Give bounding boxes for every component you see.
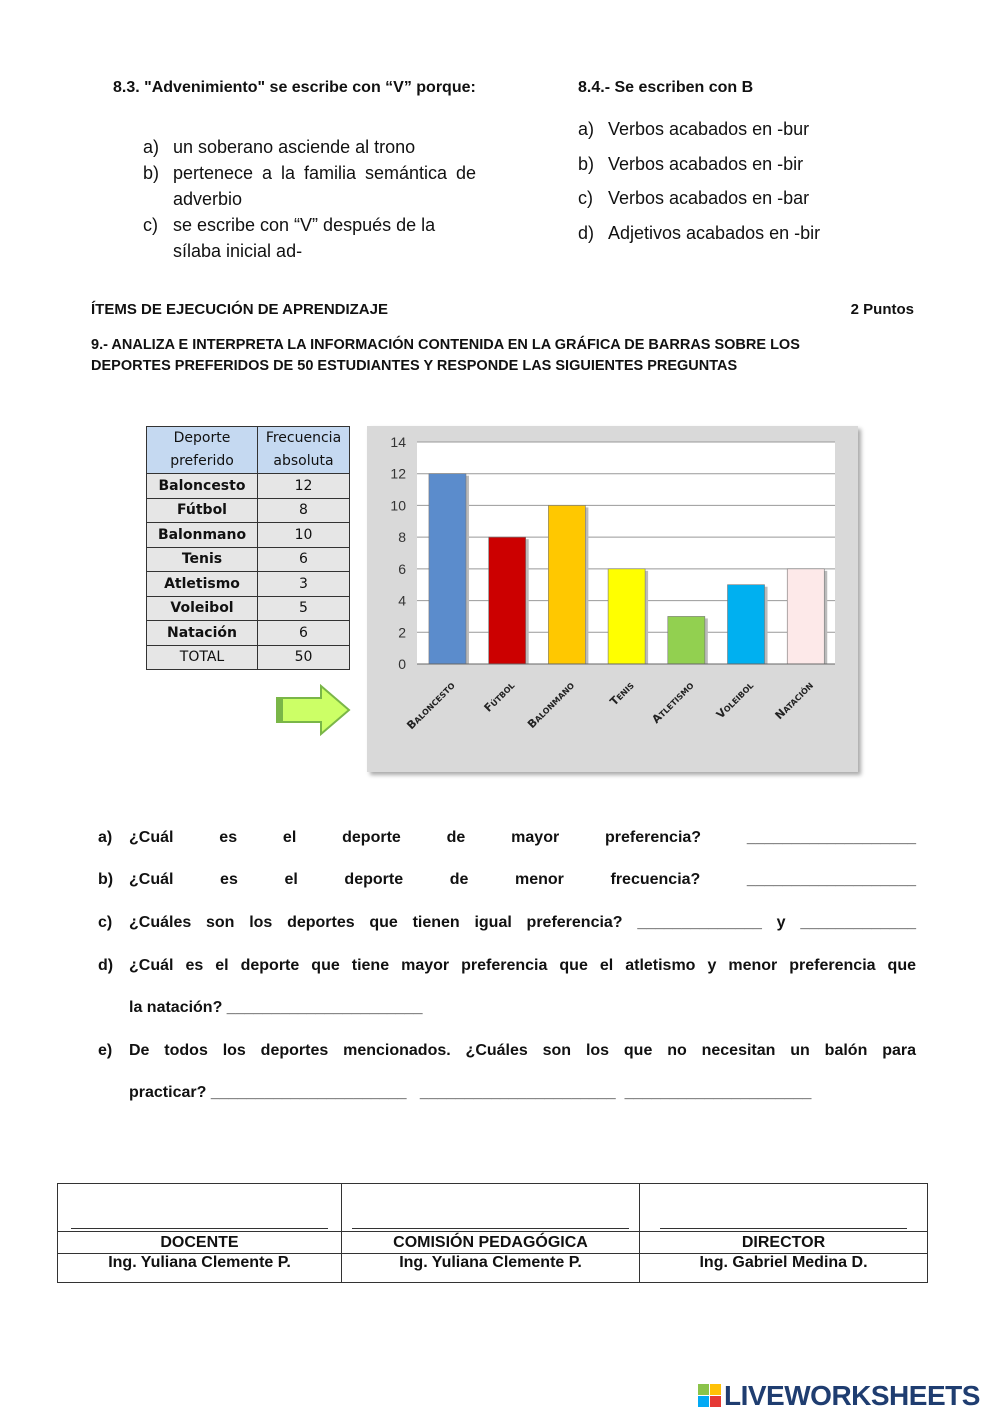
- y-tick-label: 0: [398, 656, 406, 672]
- table-row: [147, 498, 350, 523]
- bar-tenis: [608, 569, 645, 664]
- total-value: 50: [258, 645, 350, 670]
- signature-line[interactable]: [640, 1184, 928, 1232]
- signature-line[interactable]: [342, 1184, 640, 1232]
- option[interactable]: [143, 134, 476, 160]
- question-8-3-options: [143, 134, 476, 264]
- question-item: [98, 871, 916, 889]
- x-tick-label: Voleibol: [713, 678, 757, 722]
- signature-name: Ing. Yuliana Clemente P.: [58, 1254, 342, 1283]
- y-tick-label: 6: [398, 560, 406, 577]
- option-letter: b): [578, 153, 595, 174]
- y-tick-label: 8: [398, 529, 406, 546]
- instruction-line: 9.- ANALIZA E INTERPRETA LA INFORMACIÓN CONTENIDA EN LA GRÁFICA DE BARRAS SOBRE LOS: [91, 337, 800, 353]
- x-tick-label: Balonmano: [524, 678, 578, 731]
- signature-name: Ing. Gabriel Medina D.: [640, 1254, 928, 1283]
- y-tick-label: 10: [390, 497, 406, 514]
- header-sport: Deporte preferido: [147, 427, 258, 474]
- question-8-3-title: 8.3. "Advenimiento" se escribe con “V” porque:: [113, 79, 476, 96]
- bar-baloncesto: [429, 474, 466, 664]
- signature-role: COMISIÓN PEDAGÓGICA: [342, 1232, 640, 1254]
- frequency-cell: 12: [258, 474, 350, 499]
- header-frequency: Frecuencia absoluta: [258, 427, 350, 474]
- option-letter: c): [578, 188, 593, 208]
- question-9-instructions: [91, 335, 800, 377]
- option[interactable]: [578, 216, 878, 251]
- frequency-cell: 5: [258, 596, 350, 621]
- option-letter: a): [143, 137, 160, 157]
- option-text: Verbos acabados en -bur: [608, 119, 810, 139]
- question-item: [98, 1042, 916, 1102]
- question-letter: a): [98, 829, 113, 846]
- option-text: Verbos acabados en -bar: [608, 188, 810, 208]
- y-tick-label: 4: [398, 592, 406, 609]
- total-label: TOTAL: [147, 645, 258, 670]
- frequency-cell: 10: [258, 523, 350, 548]
- table-row: [147, 621, 350, 646]
- question-letter: d): [98, 957, 114, 974]
- signature-table: [57, 1183, 928, 1283]
- question-item: [98, 829, 916, 847]
- section-title: ÍTEMS DE EJECUCIÓN DE APRENDIZAJE: [91, 301, 388, 318]
- sport-cell: Tenis: [147, 547, 258, 572]
- x-tick-label: Natación: [772, 678, 816, 723]
- logo-text: LIVEWORKSHEETS: [724, 1380, 980, 1411]
- signature-role: DIRECTOR: [640, 1232, 928, 1254]
- x-tick-label: Atletismo: [649, 678, 697, 726]
- question-text-continued[interactable]: practicar? ______________________ ______________________ _____________________: [129, 1084, 812, 1101]
- y-tick-label: 2: [398, 624, 406, 641]
- option-letter: a): [578, 119, 595, 139]
- y-tick-label: 12: [390, 465, 406, 482]
- signature-name: Ing. Yuliana Clemente P.: [342, 1254, 640, 1283]
- arrow-right-icon: [273, 684, 351, 736]
- question-item: [98, 914, 916, 932]
- option[interactable]: [578, 112, 878, 147]
- sport-cell: Fútbol: [147, 498, 258, 523]
- x-tick-label: Baloncesto: [404, 678, 458, 733]
- question-8-4-title: 8.4.- Se escriben con B: [578, 79, 754, 96]
- instruction-line: DEPORTES PREFERIDOS DE 50 ESTUDIANTES Y RESPONDE LAS SIGUIENTES PREGUNTAS: [91, 358, 738, 374]
- option[interactable]: [143, 160, 476, 212]
- section-points: 2 Puntos: [850, 301, 914, 318]
- frequency-cell: 3: [258, 572, 350, 597]
- bar-chart-svg: [367, 426, 858, 772]
- option-text: Adjetivos acabados en -bir: [608, 222, 821, 243]
- table-header: [147, 427, 350, 474]
- frequency-cell: 6: [258, 621, 350, 646]
- option[interactable]: [143, 212, 476, 264]
- bar-fútbol: [489, 537, 526, 664]
- option-text: un soberano asciende al trono: [173, 137, 416, 157]
- liveworksheets-logo: [698, 1380, 980, 1412]
- sport-cell: Natación: [147, 621, 258, 646]
- table-total-row: [147, 645, 350, 670]
- frequency-cell: 8: [258, 498, 350, 523]
- live-logo-icon: [698, 1384, 722, 1408]
- y-tick-label: 14: [390, 434, 406, 450]
- table-row: [147, 474, 350, 499]
- bar-natación: [787, 569, 824, 664]
- question-text[interactable]: De todos los deportes mencionados. ¿Cuáles son los que no necesitan un balón para: [129, 1042, 916, 1059]
- table-row: [147, 523, 350, 548]
- question-text[interactable]: ¿Cuál es el deporte de mayor preferencia? ___________________: [129, 829, 916, 846]
- signature-line[interactable]: [58, 1184, 342, 1232]
- sport-cell: Baloncesto: [147, 474, 258, 499]
- x-tick-label: Fútbol: [481, 678, 518, 715]
- question-text[interactable]: ¿Cuáles son los deportes que tienen igual preferencia? ______________ y _____________: [129, 914, 916, 931]
- x-tick-label: Tenis: [607, 678, 637, 709]
- frequency-cell: 6: [258, 547, 350, 572]
- option-text: Verbos acabados en -bir: [608, 153, 804, 174]
- question-text-continued[interactable]: la natación? ______________________: [129, 999, 423, 1016]
- frequency-table: [146, 426, 350, 670]
- bar-chart: [367, 426, 858, 772]
- question-text[interactable]: ¿Cuál es el deporte que tiene mayor preferencia que el atletismo y menor preferencia que: [129, 957, 916, 974]
- sport-cell: Voleibol: [147, 596, 258, 621]
- option-letter: d): [578, 222, 595, 243]
- table-row: [147, 572, 350, 597]
- question-letter: b): [98, 871, 114, 888]
- bar-balonmano: [548, 505, 585, 664]
- option-text: pertenece a la familia semántica de adverbio: [173, 163, 476, 209]
- option[interactable]: [578, 181, 878, 216]
- option-letter: c): [143, 215, 158, 235]
- option-letter: b): [143, 163, 160, 183]
- question-text[interactable]: ¿Cuál es el deporte de menor frecuencia? ___________________: [129, 871, 916, 888]
- question-8-4-options: [578, 112, 878, 250]
- bar-voleibol: [728, 585, 765, 664]
- table-row: [147, 596, 350, 621]
- sport-cell: Balonmano: [147, 523, 258, 548]
- sport-cell: Atletismo: [147, 572, 258, 597]
- question-letter: c): [98, 914, 113, 931]
- question-item: [98, 957, 916, 1017]
- option[interactable]: [578, 147, 878, 182]
- option-text: se escribe con “V” después de la sílaba inicial ad-: [173, 215, 436, 261]
- signature-role: DOCENTE: [58, 1232, 342, 1254]
- table-row: [147, 547, 350, 572]
- question-letter: e): [98, 1042, 113, 1059]
- bar-atletismo: [668, 616, 705, 664]
